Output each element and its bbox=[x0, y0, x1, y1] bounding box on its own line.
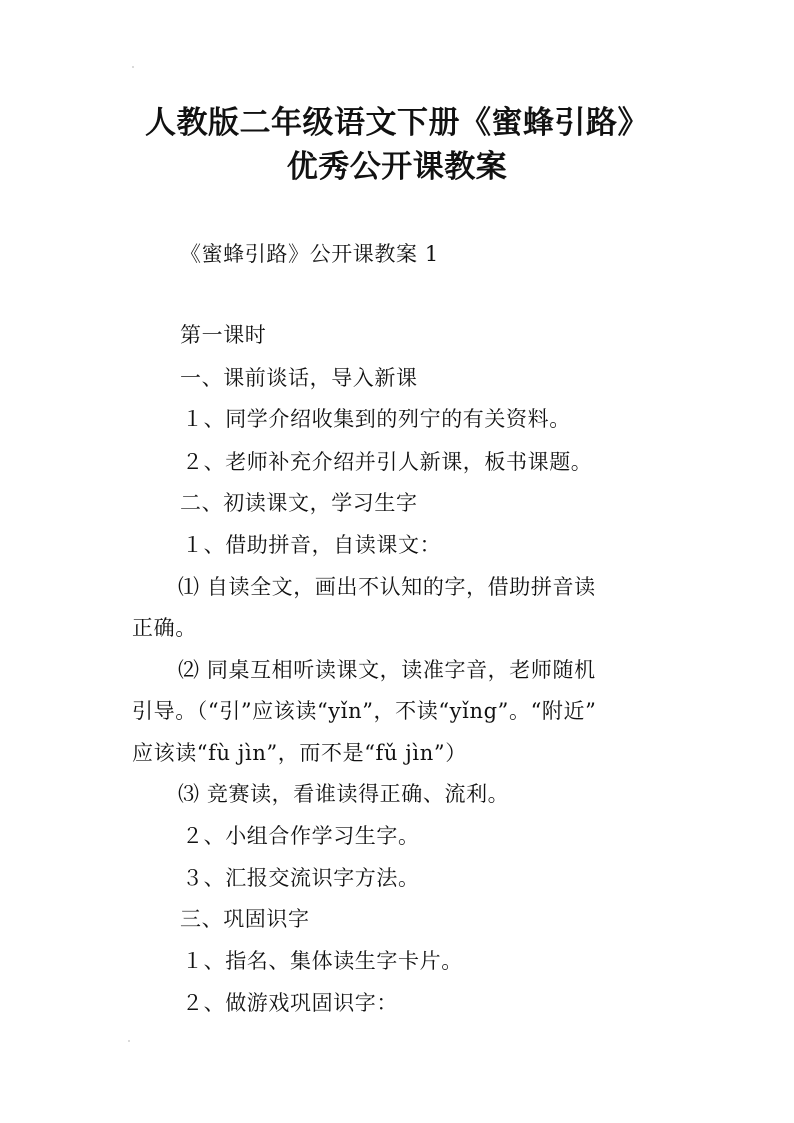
text-line: ２、老师补充介绍并引人新课，板书课题。 bbox=[182, 450, 593, 474]
text-line: ２、小组合作学习生字。 bbox=[182, 824, 420, 848]
text-line: 一、课前谈话，导入新课 bbox=[180, 366, 418, 390]
text-line: ２、做游戏巩固识字： bbox=[182, 991, 398, 1015]
text-line: 二、初读课文，学习生字 bbox=[180, 491, 418, 515]
text-line: ３、汇报交流识字方法。 bbox=[182, 866, 420, 890]
text-line: 正确。 bbox=[132, 616, 197, 640]
text-line: 引导。（“引”应该读“yǐn”，不读“yǐng”。“附近” bbox=[132, 699, 597, 723]
text-line: １、指名、集体读生字卡片。 bbox=[182, 949, 463, 973]
scan-speck bbox=[128, 1040, 130, 1042]
scan-speck bbox=[132, 66, 134, 68]
lesson-subtitle: 《蜜蜂引路》公开课教案 1 bbox=[180, 242, 439, 266]
text-line: 第一课时 bbox=[180, 323, 267, 347]
text-line: １、借助拼音，自读课文： bbox=[182, 533, 442, 557]
text-line: 三、巩固识字 bbox=[180, 907, 310, 931]
text-line: ⑵ 同桌互相听读课文，读准字音，老师随机 bbox=[178, 658, 596, 682]
text-line: 应该读“fù jìn”，而不是“fǔ jìn”） bbox=[132, 741, 467, 765]
document-title-line2: 优秀公开课教案 bbox=[286, 149, 508, 185]
text-line: ⑴ 自读全文，画出不认知的字，借助拼音读 bbox=[178, 575, 596, 599]
document-title-line1: 人教版二年级语文下册《蜜蜂引路》 bbox=[145, 105, 649, 141]
text-line: ⑶ 竞赛读，看谁读得正确、流利。 bbox=[178, 782, 510, 806]
text-line: １、同学介绍收集到的列宁的有关资料。 bbox=[182, 407, 571, 431]
